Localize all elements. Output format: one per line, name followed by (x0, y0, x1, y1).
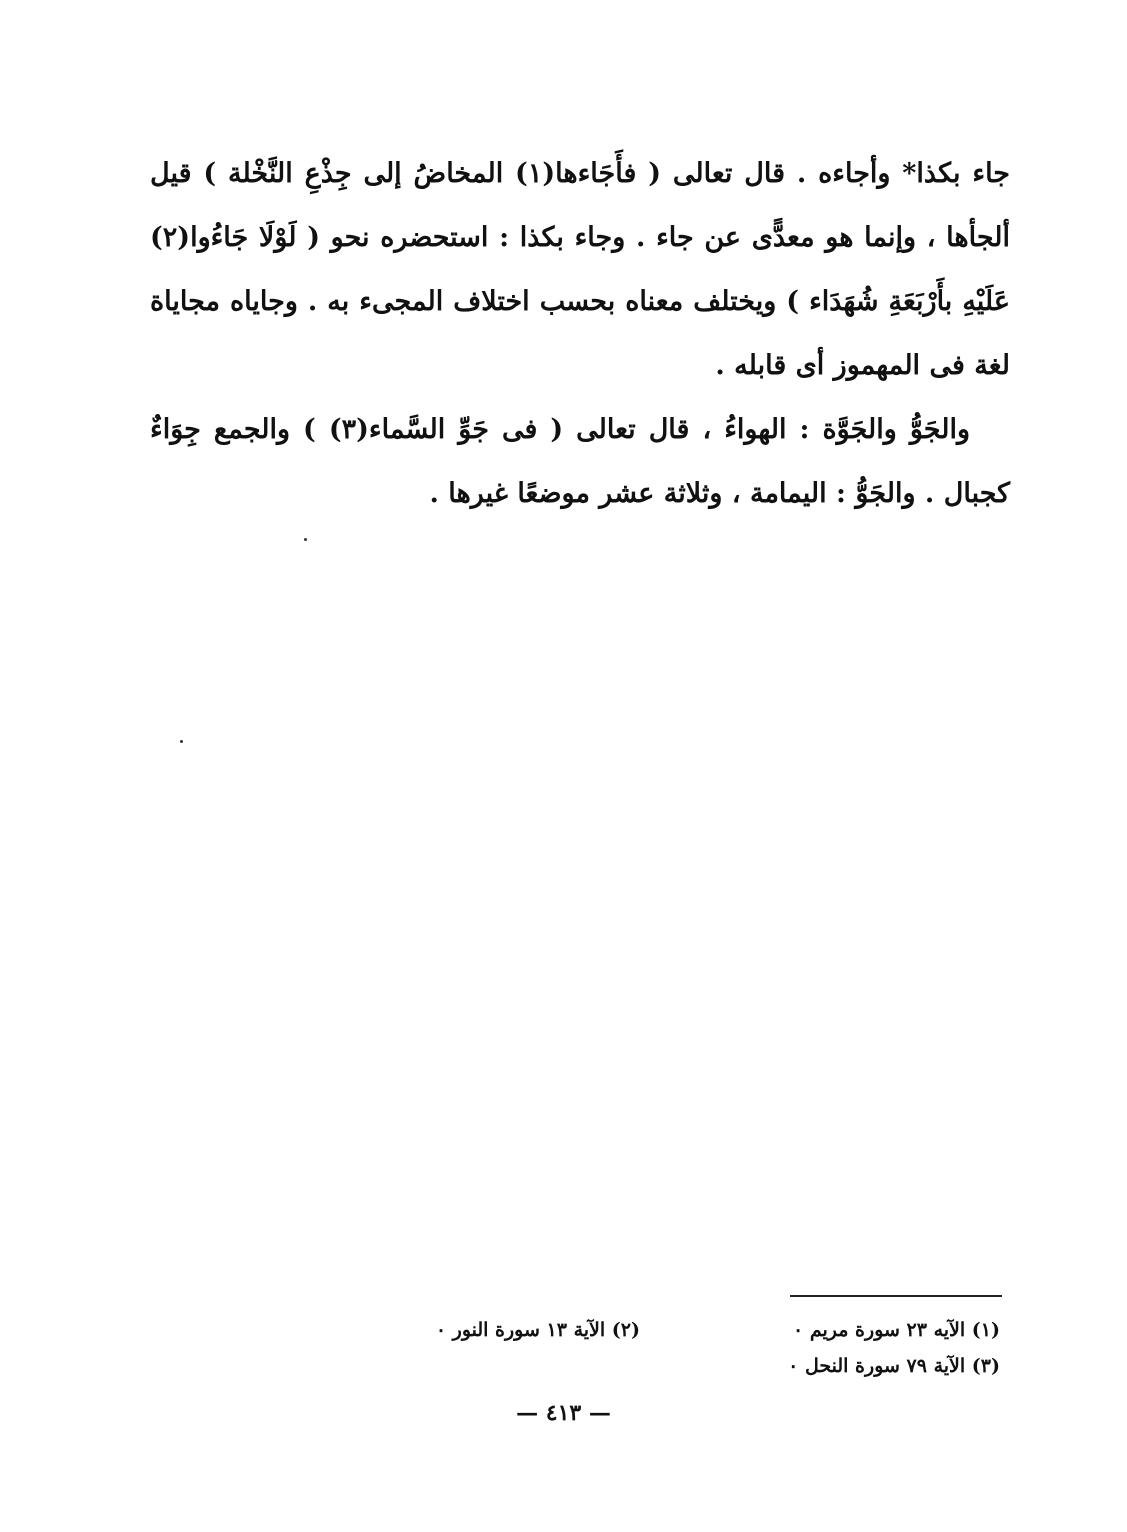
footnote-row (280, 1348, 1000, 1384)
scan-speck (304, 538, 307, 541)
scan-speck (180, 740, 183, 743)
paragraph-1: جاء بكذا* وأجاءه . قال تعالى ( فأَجَاءها(١) المخاضُ إلى جِذْعِ النَّخْلة ) قيل ألجأها ، وإنما هو معدًّى عن جاء . وجاء بكذا : استحضره نحو ( لَوْلَا جَاءُوا(٢) عَلَيْهِ بأَرْبَعَةِ شُهَدَاء ) ويختلف معناه بحسب اختلاف المجىء به . وجاياه مجاياة لغة فى المهموز أى قابله . (150, 158, 1010, 381)
page-number: — ٤١٣ — (516, 1400, 611, 1426)
footnote-1: (١) الآيه ٢٣ سورة مريم ٠ (793, 1319, 1000, 1341)
paragraph-2: والجَوُّ والجَوَّة : الهواءُ ، قال تعالى ( فى جَوِّ السَّماء(٣) ) والجمع جِوَاءٌ كجبال . والجَوُّ : اليمامة ، وثلاثة عشر موضعًا غيرها . (150, 414, 1010, 509)
body-text (150, 142, 1010, 526)
footnote-3: (٣) الآية ٧٩ سورة النحل ٠ (788, 1355, 1000, 1377)
footnote-2: (٢) الآية ١٣ سورة النور ٠ (435, 1319, 640, 1341)
footnote-separator (790, 1295, 1002, 1297)
footnotes (280, 1312, 1000, 1384)
footnote-row (280, 1312, 1000, 1348)
